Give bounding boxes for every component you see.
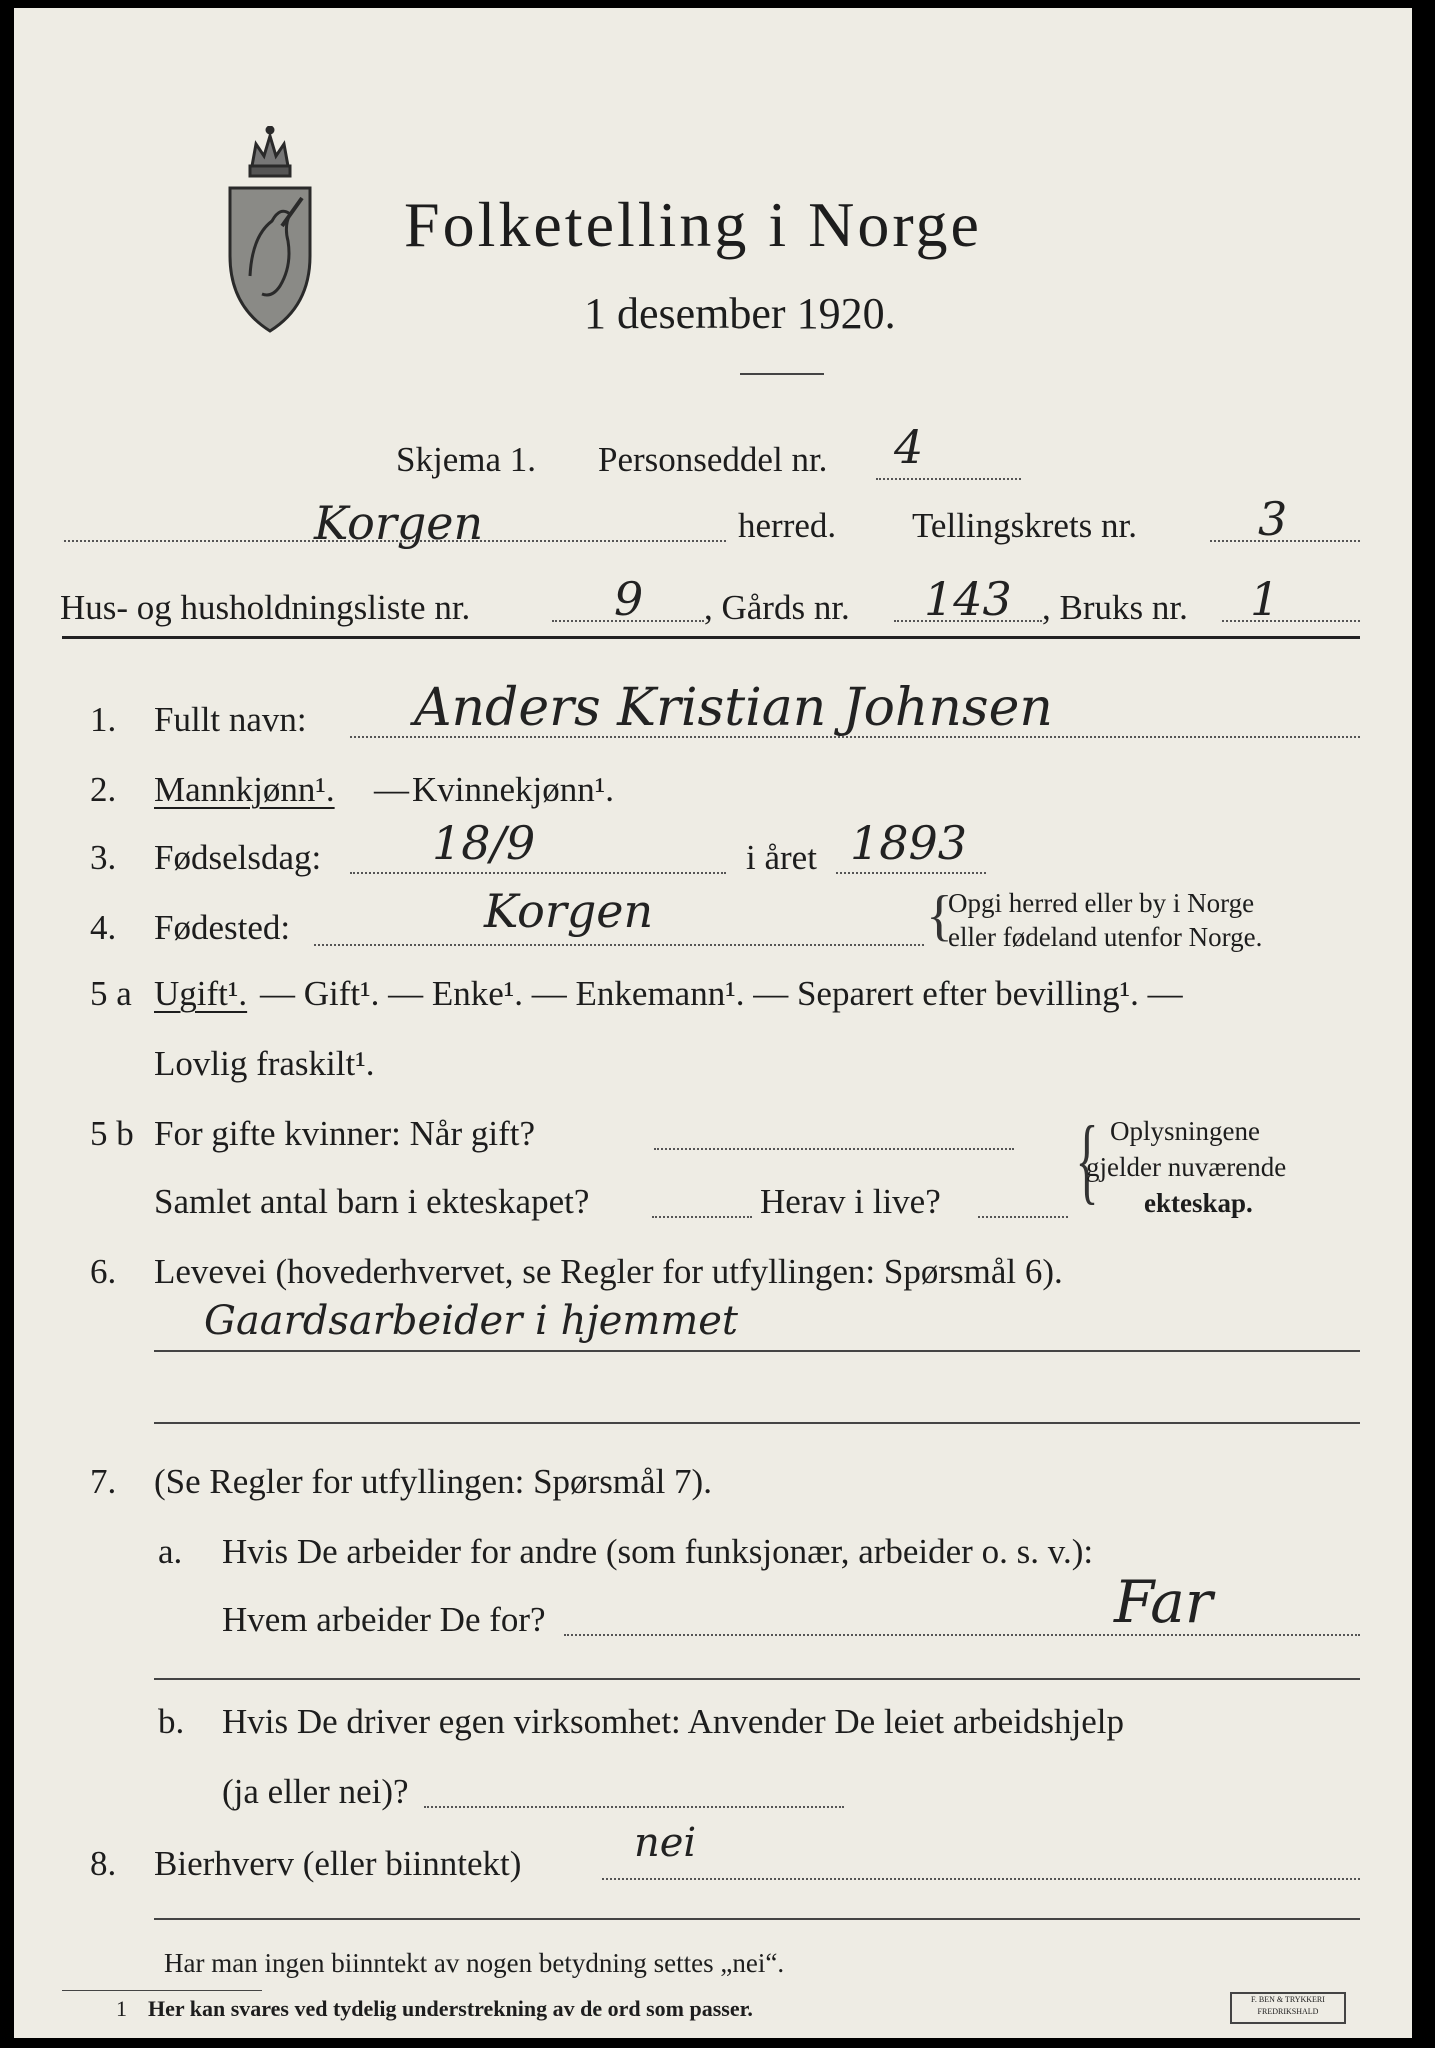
q6-line1 <box>154 1350 1360 1352</box>
q7a-answer[interactable]: Far <box>1114 1568 1213 1636</box>
q2-female[interactable]: Kvinnekjønn¹. <box>412 770 615 809</box>
q1-label: Fullt navn: <box>154 700 307 739</box>
q3-label: Fødselsdag: <box>154 838 322 877</box>
q5b-label1: For gifte kvinner: Når gift? <box>154 1114 536 1153</box>
tellingskrets-label: Tellingskrets nr. <box>912 506 1138 545</box>
footnote-number: 1 <box>116 1996 127 2021</box>
q5a-number: 5 a <box>90 974 132 1013</box>
q3-answer[interactable]: 18/9 <box>432 816 536 870</box>
form-date: 1 desember 1920. <box>584 289 896 338</box>
q5b-brace: { <box>1075 1106 1099 1213</box>
q3-year-label: i året <box>746 838 817 877</box>
skjema-label: Skjema 1. <box>396 440 536 479</box>
q4-brace: { <box>926 885 953 947</box>
q7a-label: Hvis De arbeider for andre (som funksjonær, arbeider o. s. v.): <box>222 1532 1094 1571</box>
q8-line <box>154 1918 1360 1920</box>
q5a-ugift[interactable]: Ugift¹. <box>154 974 248 1013</box>
q5a-line2[interactable]: Lovlig fraskilt¹. <box>154 1044 375 1083</box>
q5b-note-line2: gjelder nuværende <box>1086 1152 1287 1182</box>
q6-label: Levevei (hovederhvervet, se Regler for utfyllingen: Spørsmål 6). <box>154 1252 1063 1291</box>
bruks-label: , Bruks nr. <box>1042 588 1188 627</box>
q4-number: 4. <box>90 908 117 947</box>
q6-line2 <box>154 1422 1360 1424</box>
q7b-letter: b. <box>158 1702 185 1741</box>
footnote-rule <box>62 1990 262 1991</box>
printer-stamp: F. BEN & TRYKKERI FREDRIKSHALD <box>1230 1992 1346 2024</box>
q5b-number: 5 b <box>90 1114 134 1153</box>
q8-label: Bierhverv (eller biinntekt) <box>154 1844 522 1883</box>
q8-answer[interactable]: nei <box>634 1820 697 1866</box>
census-form <box>14 8 1412 2038</box>
q7a-question: Hvem arbeider De for? <box>222 1600 546 1639</box>
q7a-line <box>154 1678 1360 1680</box>
q7a-letter: a. <box>158 1532 183 1571</box>
q7-number: 7. <box>90 1462 117 1501</box>
norway-coat-of-arms-icon <box>222 126 318 336</box>
q1-number: 1. <box>90 700 117 739</box>
gards-label: , Gårds nr. <box>704 588 850 627</box>
footer-note: Har man ingen biinntekt av nogen betydning settes „nei“. <box>164 1948 785 1978</box>
q5b-note-line1: Oplysningene <box>1110 1116 1260 1146</box>
bruks-value[interactable]: 1 <box>1250 572 1280 626</box>
q5b-label3: Herav i live? <box>760 1182 941 1221</box>
q7b-label: Hvis De driver egen virksomhet: Anvender De leiet arbeidshjelp <box>222 1702 1124 1741</box>
q2-male[interactable]: Mannkjønn¹. <box>154 770 335 809</box>
q7b-question: (ja eller nei)? <box>222 1772 409 1811</box>
q6-number: 6. <box>90 1252 117 1291</box>
q2-separator: — <box>374 770 409 809</box>
personseddel-value[interactable]: 4 <box>894 420 924 474</box>
q5b-label2: Samlet antal barn i ekteskapet? <box>154 1182 590 1221</box>
footnote-text: Her kan svares ved tydelig understrekning av de ord som passer. <box>148 1996 753 2021</box>
q4-note-line1: Opgi herred eller by i Norge <box>948 888 1255 918</box>
q3-year-value[interactable]: 1893 <box>850 816 968 870</box>
tellingskrets-value[interactable]: 3 <box>1258 492 1288 546</box>
gards-value[interactable]: 143 <box>924 572 1012 626</box>
herred-value[interactable]: Korgen <box>314 496 484 550</box>
q1-answer[interactable]: Anders Kristian Johnsen <box>414 678 1053 738</box>
q2-number: 2. <box>90 770 117 809</box>
q4-answer[interactable]: Korgen <box>484 884 654 938</box>
hus-label: Hus- og husholdningsliste nr. <box>60 588 471 627</box>
q4-label: Fødested: <box>154 908 291 947</box>
herred-label: herred. <box>738 506 837 545</box>
q5a-options[interactable]: — Gift¹. — Enke¹. — Enkemann¹. — Separert efter bevilling¹. — <box>260 974 1183 1013</box>
q6-answer[interactable]: Gaardsarbeider i hjemmet <box>204 1298 739 1344</box>
q5b-note-line3: ekteskap. <box>1144 1188 1253 1218</box>
hus-value[interactable]: 9 <box>614 572 644 626</box>
q8-number: 8. <box>90 1844 117 1883</box>
q3-number: 3. <box>90 838 117 877</box>
title-divider <box>740 373 824 375</box>
header-rule <box>62 636 1360 639</box>
form-title: Folketelling i Norge <box>404 189 982 260</box>
personseddel-label: Personseddel nr. <box>598 440 828 479</box>
q7-label: (Se Regler for utfyllingen: Spørsmål 7). <box>154 1462 712 1501</box>
q4-note-line2: eller fødeland utenfor Norge. <box>948 922 1263 952</box>
